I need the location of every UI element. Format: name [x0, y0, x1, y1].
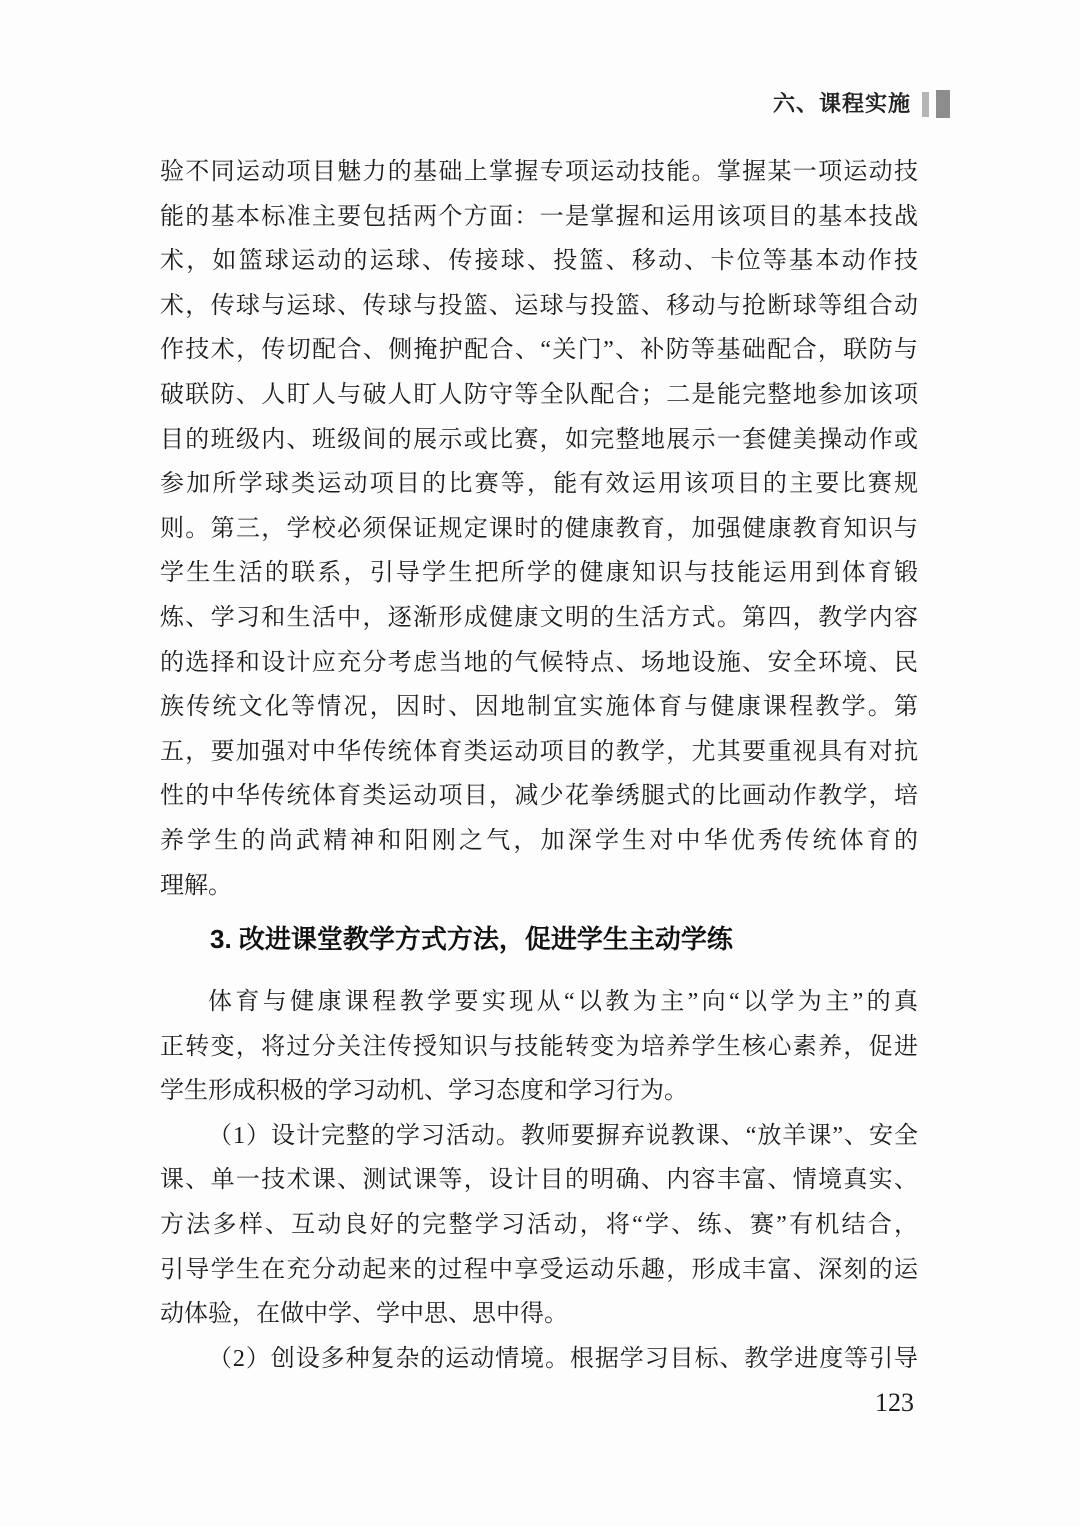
text-line: 族传统文化等情况，因时、因地制宜实施体育与健康课程教学。第 — [160, 694, 918, 721]
text-line: 作技术，传切配合、侧掩护配合、“关门”、补防等基础配合，联防与 — [160, 337, 918, 364]
paragraph-item2 — [160, 1337, 918, 1382]
text-line: 参加所学球类运动项目的比赛等，能有效运用该项目的主要比赛规 — [160, 471, 918, 498]
page-number: 123 — [875, 1388, 914, 1417]
running-header-title: 六、课程实施 — [772, 91, 911, 116]
text-line: 术，传球与运球、传球与投篮、运球与投篮、移动与抢断球等组合动 — [160, 292, 918, 319]
paragraph-continuation — [160, 150, 918, 908]
text-line: 学生形成积极的学习动机、学习态度和学习行为。 — [160, 1078, 688, 1105]
header-marker-light — [922, 92, 929, 117]
text-line: 养学生的尚武精神和阳刚之气，加深学生对中华优秀传统体育的 — [160, 827, 918, 854]
section-heading: 3. 改进课堂教学方式方法，促进学生主动学练 — [210, 924, 733, 955]
text-line: 验不同运动项目魅力的基础上掌握专项运动技能。掌握某一项运动技 — [160, 159, 918, 185]
text-line: 理解。 — [160, 872, 232, 899]
text-column — [160, 150, 918, 1381]
text-line: （1）设计完整的学习活动。教师要摒弃说教课、“放羊课”、安全 — [208, 1122, 918, 1149]
text-line: 破联防、人盯人与破人盯人防守等全队配合；二是能完整地参加该项 — [160, 381, 918, 408]
text-line: （2）创设多种复杂的运动情境。根据学习目标、教学进度等引导 — [208, 1345, 918, 1372]
text-line: 方法多样、互动良好的完整学习活动，将“学、练、赛”有机结合， — [160, 1212, 918, 1239]
text-line: 体育与健康课程教学要实现从“以教为主”向“以学为主”的真 — [208, 989, 918, 1016]
running-header — [773, 90, 950, 118]
paragraph-intro — [160, 980, 918, 1114]
text-line: 学生生活的联系，引导学生把所学的健康知识与技能运用到体育锻 — [160, 560, 918, 587]
paragraph-item1 — [160, 1114, 918, 1337]
text-line: 动体验，在做中学、学中思、思中得。 — [160, 1301, 568, 1328]
text-line: 的选择和设计应充分考虑当地的气候特点、场地设施、安全环境、民 — [160, 649, 918, 676]
text-line: 正转变，将过分关注传授知识与技能转变为培养学生核心素养，促进 — [160, 1033, 918, 1060]
text-line: 能的基本标准主要包括两个方面：一是掌握和运用该项目的基本技战 — [160, 203, 918, 230]
text-line: 五，要加强对中华传统体育类运动项目的教学，尤其要重视具有对抗 — [160, 738, 918, 765]
header-marker-dark — [936, 90, 950, 118]
text-line: 炼、学习和生活中，逐渐形成健康文明的生活方式。第四，教学内容 — [160, 604, 918, 631]
text-line: 术，如篮球运动的运球、传接球、投篮、移动、卡位等基本动作技 — [160, 248, 918, 275]
text-line: 课、单一技术课、测试课等，设计目的明确、内容丰富、情境真实、 — [160, 1167, 918, 1194]
text-line: 引导学生在充分动起来的过程中享受运动乐趣，形成丰富、深刻的运 — [160, 1256, 918, 1283]
text-line: 性的中华传统体育类运动项目，减少花拳绣腿式的比画动作教学，培 — [160, 783, 918, 810]
text-line: 则。第三，学校必须保证规定课时的健康教育，加强健康教育知识与 — [160, 515, 918, 542]
text-line: 目的班级内、班级间的展示或比赛，如完整地展示一套健美操动作或 — [160, 426, 918, 453]
